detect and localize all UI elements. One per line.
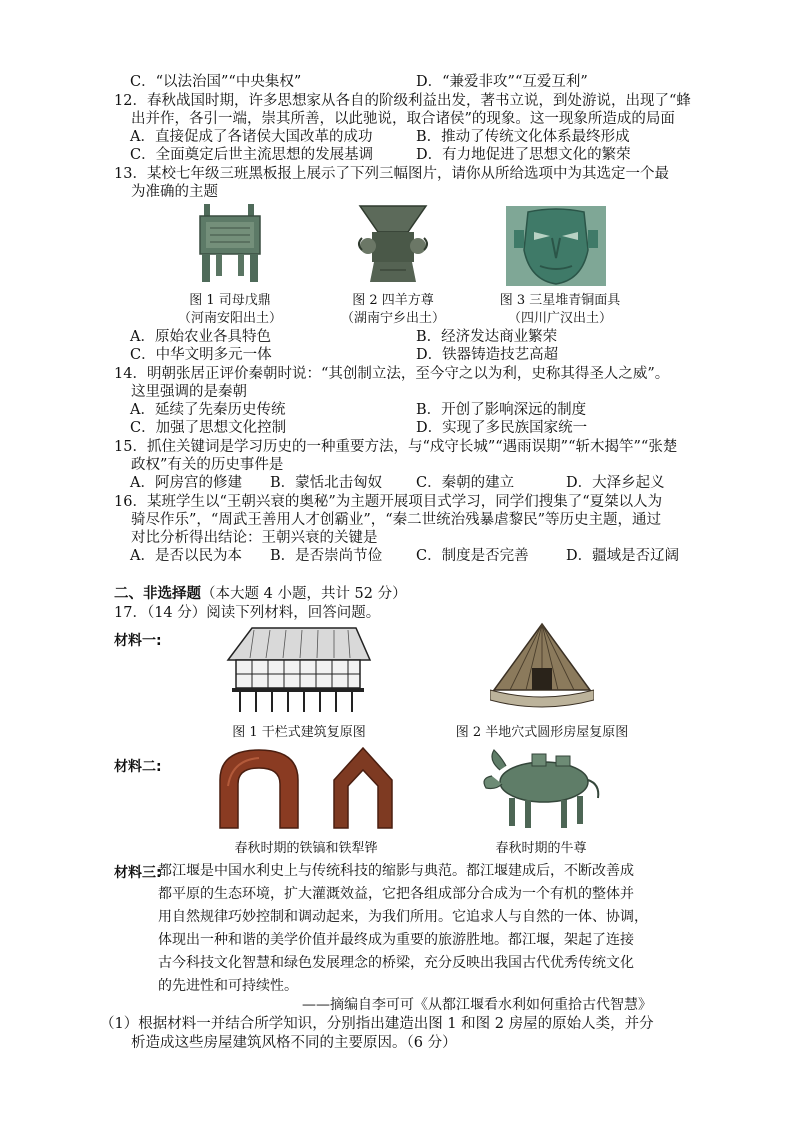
iron-pickaxe-image xyxy=(214,746,304,830)
sanxingdui-mask-image xyxy=(506,206,606,286)
q13-option-c: C．中华文明多元一体 xyxy=(130,347,272,363)
q16-option-c: C．制度是否完善 xyxy=(416,548,529,564)
q14-option-d: D．实现了多民族国家统一 xyxy=(416,420,588,436)
fig1-name-caption: 图 1 司母戊鼎 xyxy=(189,293,271,308)
iron-tools-caption: 春秋时期的铁镐和铁犁铧 xyxy=(234,841,378,856)
simuwu-ding-image xyxy=(190,202,270,286)
q16-option-d: D．疆域是否辽阔 xyxy=(566,548,680,564)
round-pit-house-image xyxy=(490,620,594,716)
section2-title: 二、非选择题 xyxy=(114,586,201,602)
material3-label: 材料三: xyxy=(114,865,162,881)
fig2-name-caption: 图 2 四羊方尊 xyxy=(352,293,434,308)
q12-option-b: B．推动了传统文化体系最终形成 xyxy=(416,129,630,145)
q12-stem-line2: 出并作，各引一端，崇其所善，以此驰说，取合诸侯”的现象。这一现象所造成的局面 xyxy=(131,111,675,127)
q16-stem-line2: 骑尽作乐”，“周武王善用人才创霸业”，“秦二世统治残暴虐黎民”等历史主题，通过 xyxy=(131,512,662,528)
material3-line: 都平原的生态环境，扩大灌溉效益，它把各组成部分合成为一个有机的整体并 xyxy=(158,886,634,902)
round-pit-house-caption: 图 2 半地穴式圆形房屋复原图 xyxy=(455,725,629,740)
q13-stem-line1: 13．某校七年级三班黑板报上展示了下列三幅图片，请你从所给选项中为其选定一个最 xyxy=(114,166,669,182)
q13-option-a: A．原始农业各具特色 xyxy=(130,329,271,345)
section2-heading xyxy=(114,585,407,603)
four-ram-zun-image xyxy=(352,204,434,286)
q12-option-a: A．直接促成了各诸侯大国改革的成功 xyxy=(130,129,373,145)
q11-option-c: C．“以法治国”“中央集权” xyxy=(130,74,302,90)
q13-option-b: B．经济发达商业繁荣 xyxy=(416,329,558,345)
material1-label: 材料一: xyxy=(114,633,162,649)
q16-option-b: B．是否崇尚节俭 xyxy=(270,548,383,564)
section2-note: （本大题 4 小题，共计 52 分） xyxy=(201,586,407,602)
fig2-place-caption: （湖南宁乡出土） xyxy=(340,311,445,326)
q15-option-d: D．大泽乡起义 xyxy=(566,475,665,491)
q15-option-c: C．秦朝的建立 xyxy=(416,475,515,491)
q15-option-a: A．阿房宫的修建 xyxy=(130,475,242,491)
q15-stem-line2: 政权”有关的历史事件是 xyxy=(131,457,284,473)
material2-label: 材料二: xyxy=(114,759,162,775)
q14-option-c: C．加强了思想文化控制 xyxy=(130,420,287,436)
iron-ploughshare-image xyxy=(332,746,394,830)
stilt-house-image xyxy=(224,624,372,714)
ox-zun-caption: 春秋时期的牛尊 xyxy=(495,841,587,856)
q13-stem-line2: 为准确的主题 xyxy=(131,184,218,200)
q15-stem-line1: 15．抓住关键词是学习历史的一种重要方法，与“戍守长城”“遇雨误期”“斩木揭竿”“张楚 xyxy=(114,439,678,455)
q12-option-d: D．有力地促进了思想文化的繁荣 xyxy=(416,147,631,163)
q15-option-b: B．蒙恬北击匈奴 xyxy=(270,475,383,491)
material3-line: 的先进性和可持续性。 xyxy=(158,978,298,994)
q17-sub1-line1: （1）根据材料一并结合所学知识，分别指出建造出图 1 和图 2 房屋的原始人类，并分 xyxy=(100,1016,654,1032)
q14-stem-line2: 这里强调的是秦朝 xyxy=(131,384,247,400)
fig3-name-caption: 图 3 三星堆青铜面具 xyxy=(499,293,621,308)
q16-option-a: A．是否以民为本 xyxy=(130,548,242,564)
q12-stem-line1: 12．春秋战国时期，许多思想家从各自的阶级利益出发，著书立说，到处游说，出现了“蜂 xyxy=(114,93,691,109)
q14-option-a: A．延续了先秦历史传统 xyxy=(130,402,286,418)
bronze-ox-zun-image xyxy=(480,740,604,832)
material3-line: 体现出一种和谐的美学价值并最终成为重要的旅游胜地。都江堰，架起了连接 xyxy=(158,932,634,948)
fig1-place-caption: （河南安阳出土） xyxy=(177,311,282,326)
q14-stem-line1: 14．明朝张居正评价秦朝时说：“其创制立法，至今守之以为利，史称其得圣人之威”。 xyxy=(114,366,670,382)
q16-stem-line3: 对比分析得出结论：王朝兴衰的关键是 xyxy=(131,530,378,546)
material3-line: 都江堰是中国水利史上与传统科技的缩影与典范。都江堰建成后，不断改善成 xyxy=(158,863,634,879)
fig3-place-caption: （四川广汉出土） xyxy=(507,311,612,326)
q12-option-c: C．全面奠定后世主流思想的发展基调 xyxy=(130,147,374,163)
material3-text xyxy=(158,860,706,998)
q13-option-d: D．铁器铸造技艺高超 xyxy=(416,347,559,363)
q17-intro: 17．（14 分）阅读下列材料，回答问题。 xyxy=(114,605,381,621)
q14-option-b: B．开创了影响深远的制度 xyxy=(416,402,587,418)
material3-line: 古今科技文化智慧和绿色发展理念的桥梁，充分反映出我国古代优秀传统文化 xyxy=(158,955,634,971)
material3-source: ——摘编自李可可《从都江堰看水利如何重拾古代智慧》 xyxy=(302,997,652,1013)
material3-line: 用自然规律巧妙控制和调动起来，为我们所用。它追求人与自然的一体、协调， xyxy=(158,909,648,925)
q17-sub1-line2: 析造成这些房屋建筑风格不同的主要原因。（6 分） xyxy=(131,1035,457,1051)
q16-stem-line1: 16．某班学生以“王朝兴衰的奥秘”为主题开展项目式学习，同学们搜集了“夏桀以人为 xyxy=(114,494,663,510)
stilt-house-caption: 图 1 干栏式建筑复原图 xyxy=(232,725,366,740)
q11-option-d: D．“兼爱非攻”“互爱互利” xyxy=(416,74,588,90)
